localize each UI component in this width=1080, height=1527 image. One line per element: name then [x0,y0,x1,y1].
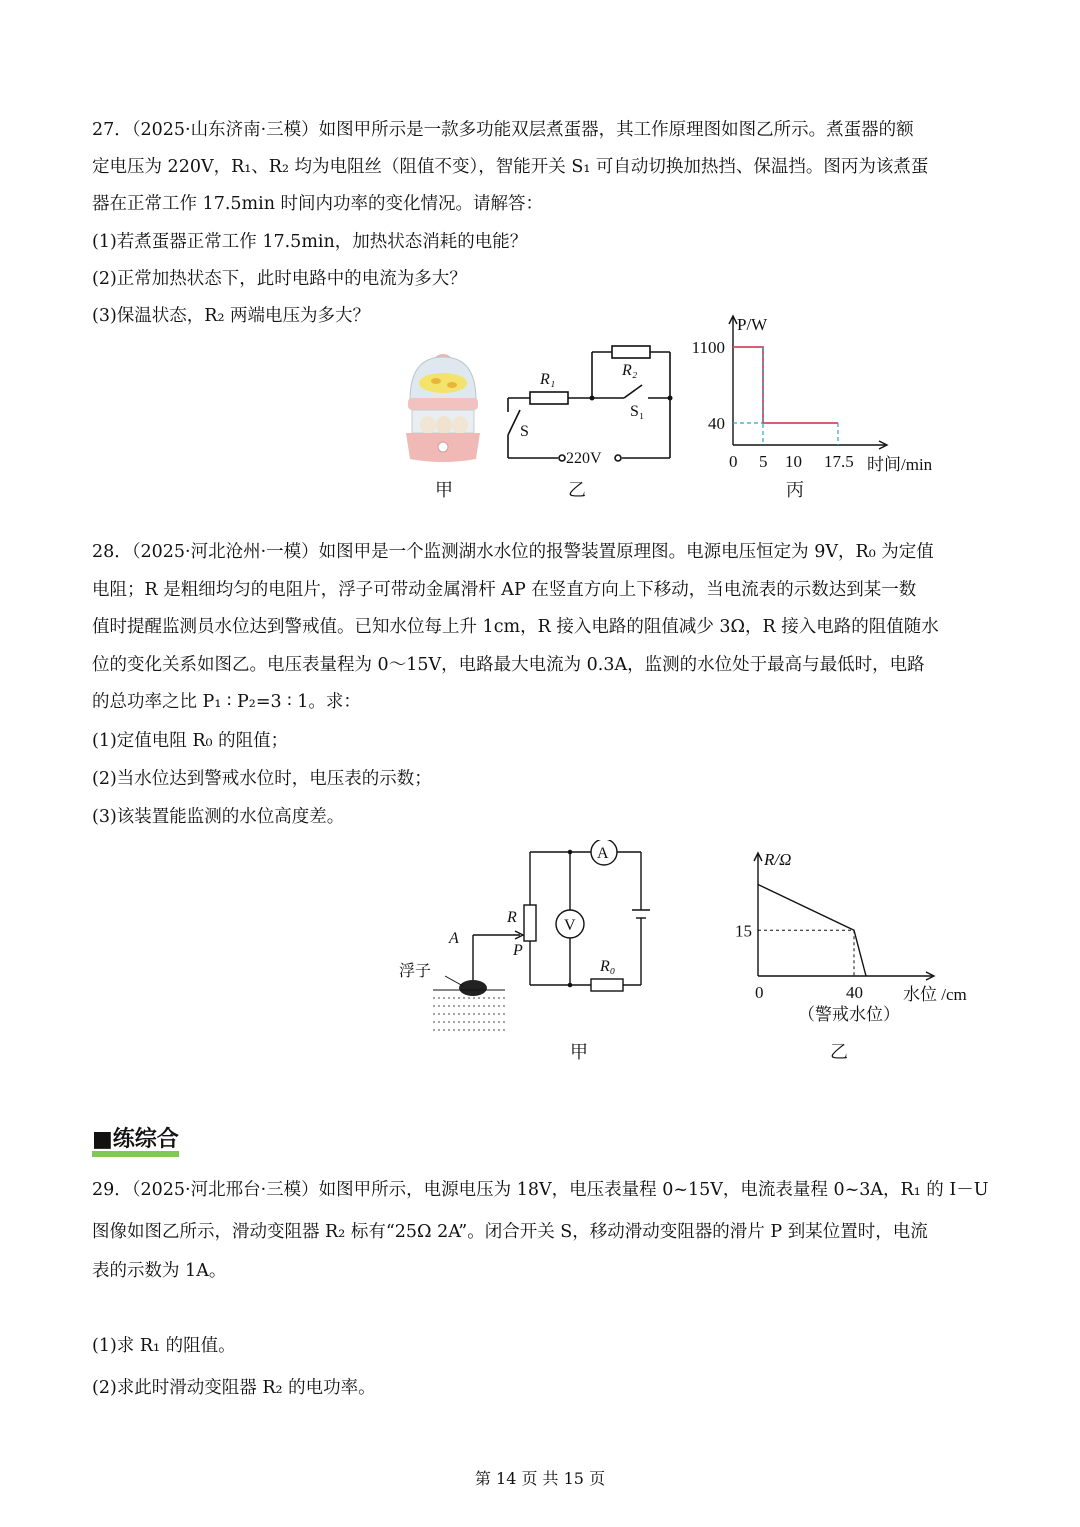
q27-x-tick: 5 [759,452,768,471]
q28-sub-2: (2)当水位达到警戒水位时，电压表的示数； [92,769,432,789]
q28-fig-yi-caption: 乙 [830,1042,848,1063]
q28-chart-ylabel: R/Ω [764,850,792,869]
q27-line-2: 定电压为 220V，R₁、R₂ 均为电阻丝（阻值不变），智能开关 S₁ 可自动切换加热挡、保温挡。图丙为该煮蛋 [92,157,929,177]
q27-circuit-diagram [500,340,685,470]
q28-chart-annotation: （警戒水位） [798,1005,900,1024]
ammeter-symbol: A [597,845,609,862]
q27-y-tick: 40 [708,414,725,433]
q28-fig-jia-caption: 甲 [570,1042,588,1063]
circuit-s1-label: S₁ [630,403,645,420]
q28-r0-label: R₀ [600,958,616,975]
page-footer: 第 14 页 共 15 页 [474,1469,606,1488]
q28-x-tick: 40 [846,983,863,1002]
q27-sub-1: (1)若煮蛋器正常工作 17.5min，加热状态消耗的电能？ [92,232,528,252]
q28-line-3: 值时提醒监测员水位达到警戒值。已知水位每上升 1cm，R 接入电路的阻值减少 3Ω，R 接入电路的阻值随水 [92,617,939,637]
q27-chart-ylabel: P/W [737,315,768,334]
q28-line-4: 位的变化关系如图乙。电压表量程为 0～15V，电路最大电流为 0.3A，监测的水位处于最高与最低时，电路 [92,655,925,675]
q28-resistance-chart [720,845,990,1030]
q28-a-label: A [449,930,459,947]
section-title-text: ■练综合 [92,1127,179,1152]
float-label: 浮子 [399,963,432,980]
q27-x-tick: 10 [785,452,802,471]
egg-cooker-image [398,345,488,465]
q27-x-tick: 17.5 [824,452,854,471]
q28-chart-axes [754,853,934,980]
circuit-s-label: S [520,423,529,440]
q28-x-tick: 0 [755,983,764,1002]
q28-line-5: 的总功率之比 P₁ ∶ P₂=3 ∶ 1。求： [92,692,361,712]
q27-line-1: 27．（2025·山东济南·三模）如图甲所示是一款多功能双层煮蛋器，其工作原理图如图乙所示。煮蛋器的额 [92,120,914,140]
q27-y-tick: 1100 [691,338,725,357]
q27-sub-3: (3)保温状态，R₂ 两端电压为多大？ [92,306,371,326]
q27-x-tick: 0 [729,452,738,471]
q29-sub-1: (1)求 R₁ 的阻值。 [92,1336,236,1356]
voltmeter-symbol: V [564,917,576,934]
q27-chart-axes [729,316,887,449]
q28-sub-3: (3)该装置能监测的水位高度差。 [92,807,345,827]
q29-sub-2: (2)求此时滑动变阻器 R₂ 的电功率。 [92,1378,376,1398]
q27-fig-bing-caption: 丙 [786,480,804,501]
q29-line-3: 表的示数为 1A。 [92,1261,227,1281]
q28-r-label: R [507,909,517,926]
q28-y-tick: 15 [735,921,752,941]
circuit-r1-label: R₁ [540,371,556,388]
q28-chart-xlabel: 水位 /cm [903,985,967,1004]
q27-power-series-line [733,347,838,423]
q28-p-label: P [513,942,523,959]
q27-power-chart [680,310,950,480]
circuit-voltage-label: 220V [566,450,602,467]
q28-sub-1: (1)定值电阻 R₀ 的阻值； [92,731,289,751]
q28-circuit-diagram [395,840,660,1040]
q27-fig-jia-caption: 甲 [435,480,453,501]
q29-line-1: 29．（2025·河北邢台·三模）如图甲所示，电源电压为 18V，电压表量程 0~15V，电流表量程 0~3A，R₁ 的 I－U [92,1180,989,1200]
section-title [92,1122,179,1153]
q27-chart-xlabel: 时间/min [867,455,933,474]
q28-line-1: 28．（2025·河北沧州·一模）如图甲是一个监测湖水水位的报警装置原理图。电源电压恒定为 9V，R₀ 为定值 [92,542,934,562]
q29-line-2: 图像如图乙所示，滑动变阻器 R₂ 标有“25Ω 2A”。闭合开关 S，移动滑动变阻器的滑片 P 到某位置时，电流 [92,1222,928,1242]
q27-sub-2: (2)正常加热状态下，此时电路中的电流为多大？ [92,269,467,289]
q27-line-3: 器在正常工作 17.5min 时间内功率的变化情况。请解答： [92,194,544,214]
circuit-r2-label: R₂ [622,362,638,379]
q27-fig-yi-caption: 乙 [568,480,586,501]
q28-line-2: 电阻；R 是粗细均匀的电阻片，浮子可带动金属滑杆 AP 在竖直方向上下移动，当电流表的示数达到某一数 [92,580,917,600]
